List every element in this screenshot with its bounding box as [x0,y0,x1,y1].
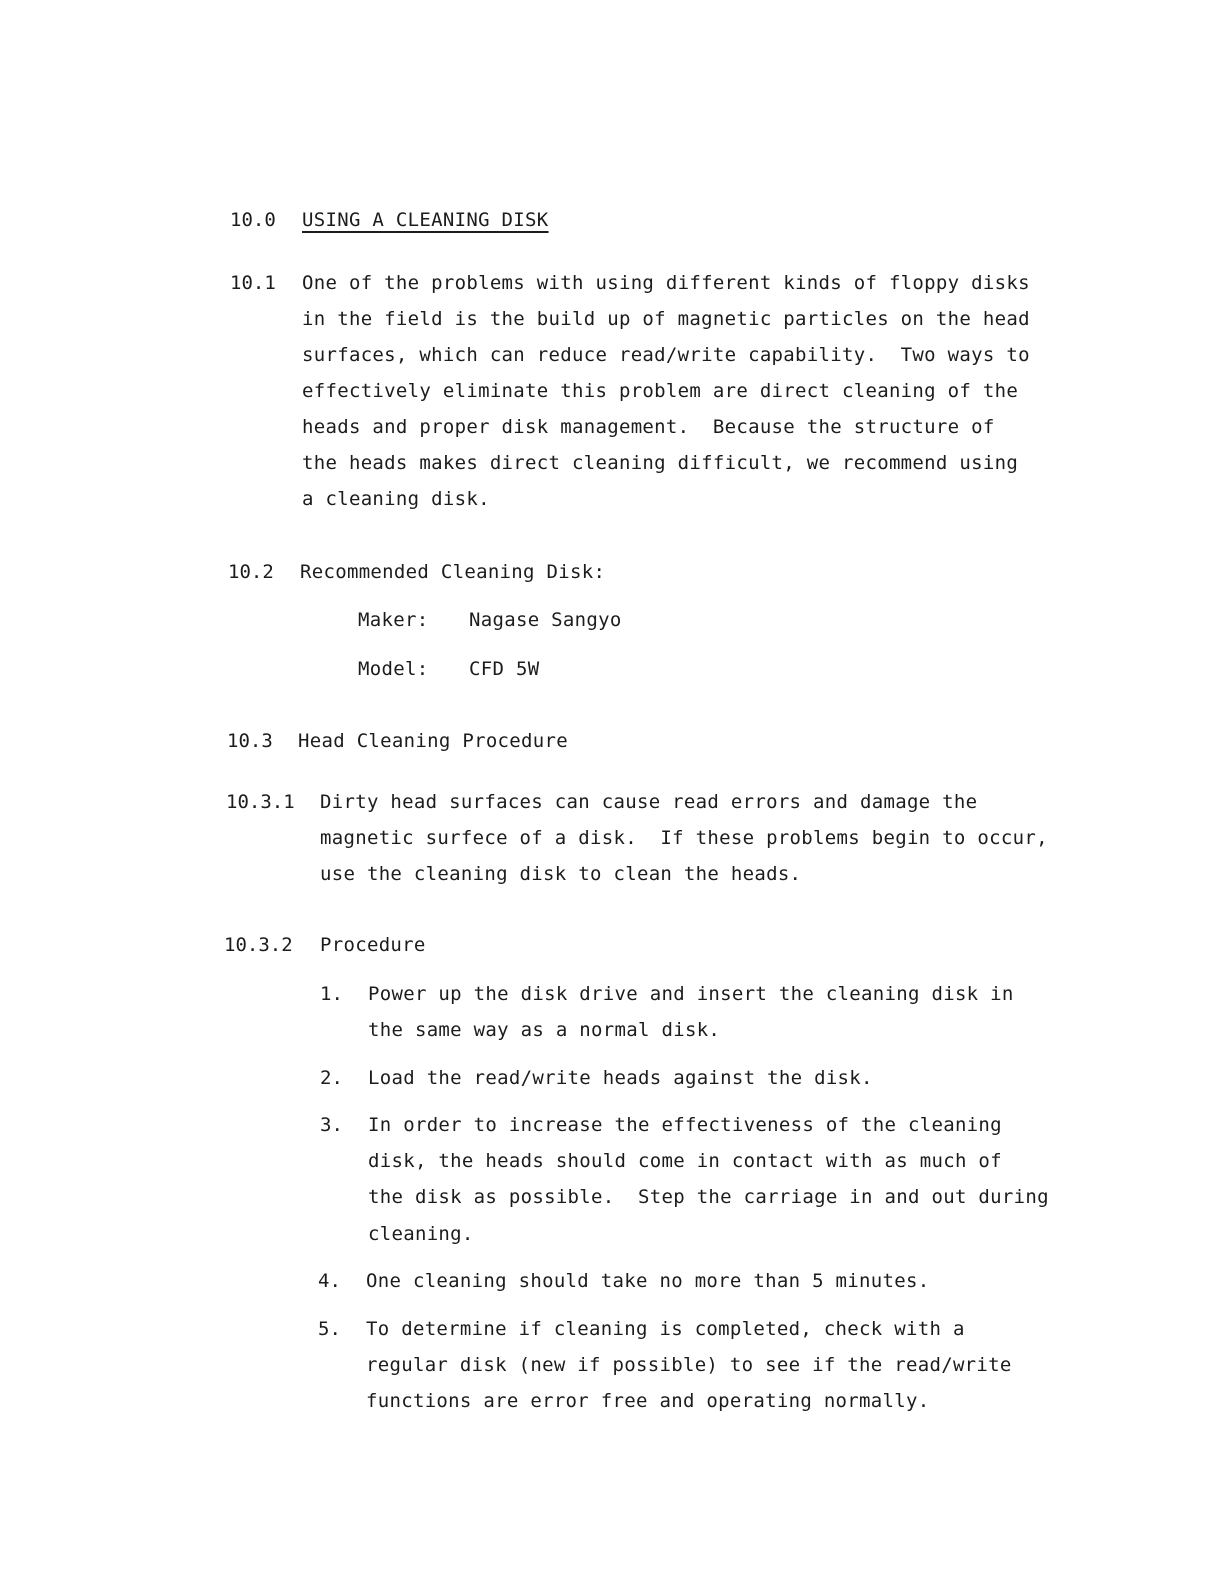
paragraph-line: in the field is the build up of magnetic particles on the head [302,308,1030,330]
step-marker: 5. [318,1318,341,1340]
paragraph-line: heads and proper disk management. Because the structure of [302,416,995,438]
step-marker: 1. [320,983,343,1005]
section-number-10-1: 10.1 [230,272,276,294]
paragraph-line: a cleaning disk. [302,488,490,510]
step-line: To determine if cleaning is completed, check with a [366,1318,965,1340]
paragraph-line: surfaces, which can reduce read/write capability. Two ways to [302,344,1030,366]
step-line: regular disk (new if possible) to see if the read/write [366,1354,1012,1376]
step-line: the disk as possible. Step the carriage in and out during [368,1186,1049,1208]
section-number-10-3: 10.3 [227,730,273,752]
step-marker: 4. [318,1270,341,1292]
section-title-10-0: USING A CLEANING DISK [302,209,549,231]
step-marker: 2. [320,1067,343,1089]
paragraph-line: Dirty head surfaces can cause read errors and damage the [320,791,978,813]
step-line: cleaning. [368,1223,474,1245]
step-line: Load the read/write heads against the disk. [368,1067,873,1089]
paragraph-line: One of the problems with using different kinds of floppy disks [302,272,1030,294]
maker-value: Nagase Sangyo [469,609,622,631]
maker-label: Maker: [358,609,429,631]
paragraph-line: magnetic surfece of a disk. If these problems begin to occur, [320,827,1048,849]
model-label: Model: [358,658,429,680]
section-number-10-3-2: 10.3.2 [224,934,293,956]
step-line: functions are error free and operating normally. [366,1390,930,1412]
step-line: Power up the disk drive and insert the cleaning disk in [368,983,1014,1005]
step-line: the same way as a normal disk. [368,1019,721,1041]
paragraph-line: the heads makes direct cleaning difficult, we recommend using [302,452,1019,474]
step-line: One cleaning should take no more than 5 minutes. [366,1270,930,1292]
section-number-10-3-1: 10.3.1 [226,791,295,813]
section-title-10-2: Recommended Cleaning Disk: [300,561,606,583]
paragraph-line: effectively eliminate this problem are direct cleaning of the [302,380,1019,402]
step-line: In order to increase the effectiveness of the cleaning [368,1114,1002,1136]
step-marker: 3. [320,1114,343,1136]
section-number-10-2: 10.2 [228,561,274,583]
section-title-10-3-2: Procedure [320,934,426,956]
paragraph-line: use the cleaning disk to clean the heads. [320,863,802,885]
step-line: disk, the heads should come in contact with as much of [368,1150,1002,1172]
model-value: CFD 5W [469,658,540,680]
section-title-10-3: Head Cleaning Procedure [298,730,568,752]
section-number-10-0: 10.0 [230,209,276,231]
